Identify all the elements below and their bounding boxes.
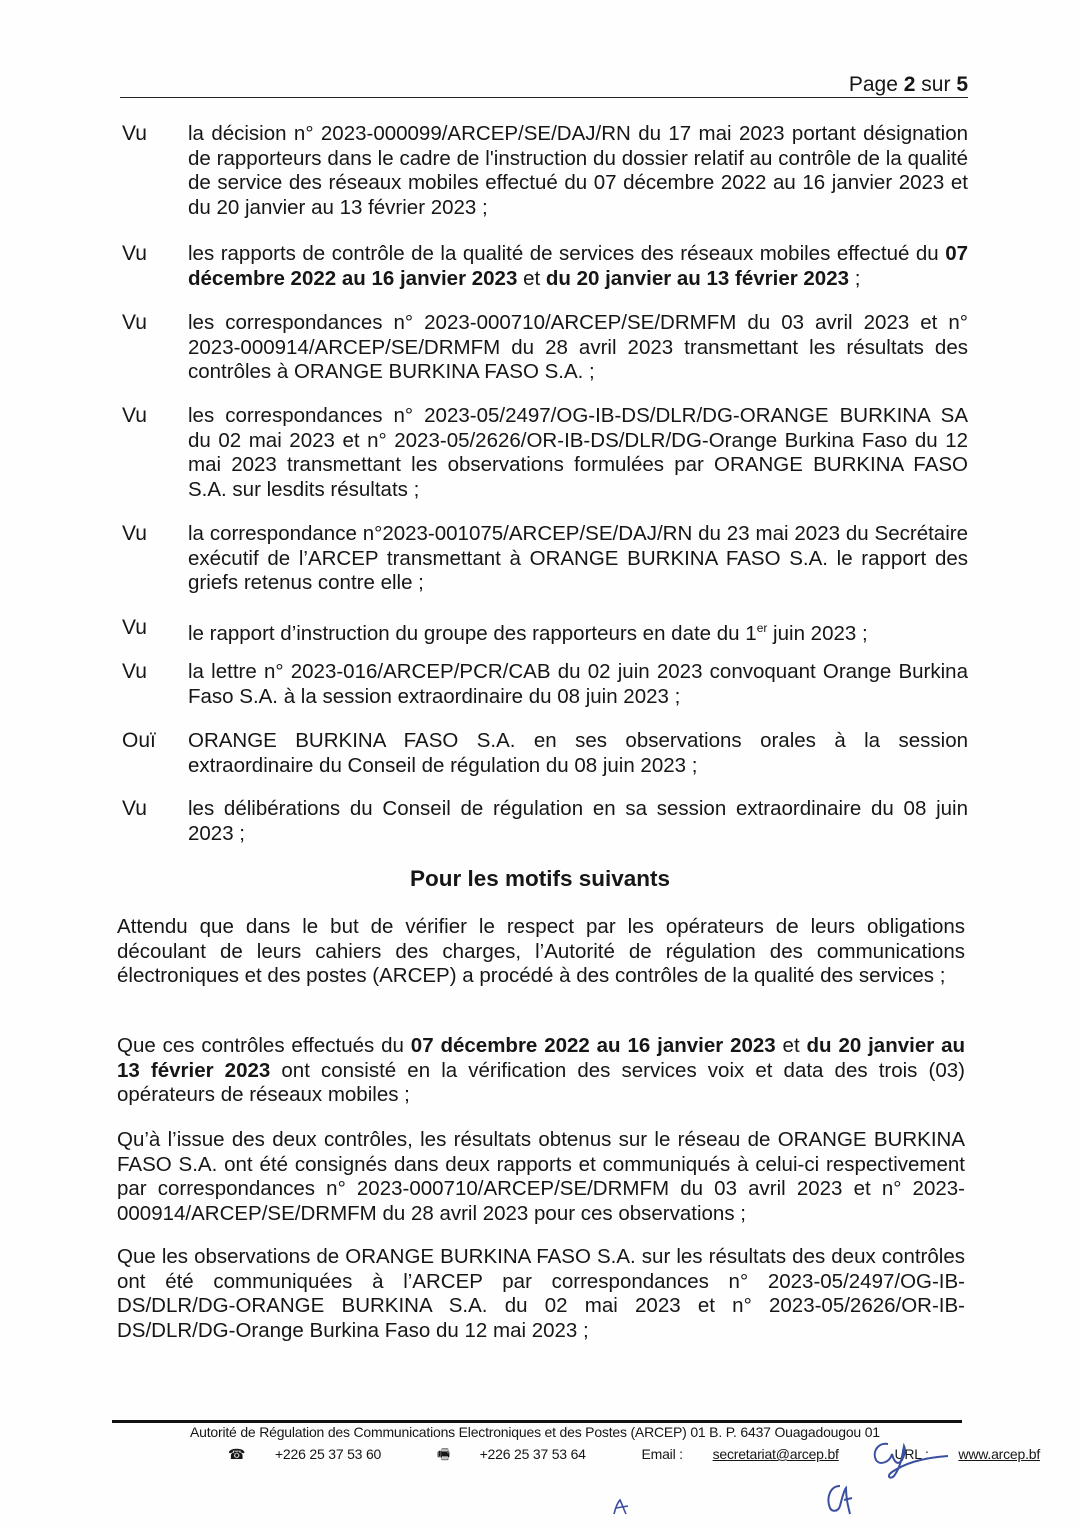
consideration-text: la lettre n° 2023-016/ARCEP/PCR/CAB du 02 juin 2023 convoquant Orange Burkina Faso S.A. à la session extraordinaire du 08 juin 2023 ;	[188, 660, 968, 708]
page-current: 2	[903, 73, 916, 96]
consideration-text: la correspondance n°2023-001075/ARCEP/SE/DAJ/RN du 23 mai 2023 du Secrétaire exécutif de l’ARCEP transmettant à ORANGE BURKINA FASO S.A. le rapport des griefs retenus contre elle ;	[188, 522, 968, 594]
motif-paragraph: Qu’à l’issue des deux contrôles, les résultats obtenus sur le réseau de ORANGE BURKINA FASO S.A. ont été consignés dans deux rapports et communiqués à celui-ci respectivement par correspondances n° 2023-000710/ARCEP/SE/DRMFM du 03 avril 2023 et n° 2023-000914/ARCEP/SE/DRMFM du 28 avril 2023 pour ces observations ;	[117, 1128, 965, 1225]
fax-icon: 🖷	[436, 1446, 450, 1462]
consideration-item	[120, 660, 968, 709]
motif-paragraph: Attendu que dans le but de vérifier le respect par les opérateurs de leurs obligations découlant de leurs cahiers des charges, l’Autorité de régulation des communications électroniques et des postes (ARCEP) a procédé à des contrôles de la qualité des services ;	[117, 915, 965, 987]
consideration-text: ORANGE BURKINA FASO S.A. en ses observations orales à la session extraordinaire du Conseil de régulation du 08 juin 2023 ;	[188, 729, 968, 777]
email-link[interactable]: secretariat@arcep.bf	[712, 1446, 839, 1462]
phone-icon: ☎	[228, 1446, 246, 1462]
consideration-item	[120, 522, 968, 596]
consideration-label: Vu	[122, 660, 147, 683]
footer-rule	[112, 1420, 962, 1423]
url-contact: URL : www.arcep.bf	[894, 1446, 1041, 1462]
page-sep: sur	[921, 73, 951, 96]
consideration-item	[120, 122, 968, 220]
motif-paragraph: Que ces contrôles effectués du 07 décembre 2022 au 16 janvier 2023 et du 20 janvier au 13 février 2023 ont consisté en la vérification des services voix et data des trois (03) opérateurs de réseaux mobiles ;	[117, 1034, 965, 1106]
consideration-label: Ouï	[122, 729, 156, 752]
consideration-text: la décision n° 2023-000099/ARCEP/SE/DAJ/RN du 17 mai 2023 portant désignation de rapporteurs dans le cadre de l'instruction du dossier relatif au contrôle de la qualité de service des réseaux mobiles effectué du 07 décembre 2022 au 16 janvier 2023 et du 20 janvier au 13 février 2023 ;	[188, 122, 968, 219]
consideration-label: Vu	[122, 404, 147, 427]
consideration-label: Vu	[122, 242, 147, 265]
initial-mark-icon	[606, 1496, 636, 1520]
signature-initials-icon	[860, 1432, 960, 1482]
consideration-text: le rapport d’instruction du groupe des rapporteurs en date du 1er juin 2023 ;	[188, 621, 868, 645]
signature-mark-icon	[818, 1480, 868, 1520]
consideration-label: Vu	[122, 616, 147, 639]
consideration-text: les correspondances n° 2023-000710/ARCEP/SE/DRMFM du 03 avril 2023 et n° 2023-000914/ARCEP/SE/DRMFM du 28 avril 2023 transmettant les résultats des contrôles à ORANGE BURKINA FASO S.A. ;	[188, 311, 968, 383]
page-total: 5	[956, 73, 968, 96]
consideration-item	[120, 242, 968, 291]
fax-contact: 🖷 +226 25 37 53 64	[436, 1446, 586, 1462]
consideration-label: Vu	[122, 522, 147, 545]
section-heading: Pour les motifs suivants	[409, 866, 671, 891]
url-link[interactable]: www.arcep.bf	[958, 1446, 1041, 1462]
consideration-item	[120, 616, 968, 646]
page-prefix: Page	[848, 73, 898, 96]
motif-paragraph: Que les observations de ORANGE BURKINA FASO S.A. sur les résultats des deux contrôles ont été communiquées à l’ARCEP par correspondances n° 2023-05/2497/OG-IB-DS/DLR/DG-ORANGE BURKINA S.A. du 02 mai 2023 et n° 2023-05/2626/OR-IB-DS/DLR/DG-Orange Burkina Faso du 12 mai 2023 ;	[117, 1245, 965, 1342]
consideration-label: Vu	[122, 122, 147, 145]
consideration-text: les délibérations du Conseil de régulation en sa session extraordinaire du 08 juin 2023 ;	[188, 797, 968, 845]
consideration-item	[120, 311, 968, 385]
page-number	[849, 73, 968, 97]
consideration-item	[120, 797, 968, 846]
consideration-item	[120, 729, 968, 778]
consideration-label: Vu	[122, 311, 147, 334]
email-contact: Email : secretariat@arcep.bf	[641, 1446, 839, 1462]
consideration-item	[120, 404, 968, 502]
consideration-label: Vu	[122, 797, 147, 820]
consideration-text: les rapports de contrôle de la qualité de services des réseaux mobiles effectué du 07 décembre 2022 au 16 janvier 2023 et du 20 janvier au 13 février 2023 ;	[188, 242, 968, 290]
consideration-text: les correspondances n° 2023-05/2497/OG-IB-DS/DLR/DG-ORANGE BURKINA SA du 02 mai 2023 et n° 2023-05/2626/OR-IB-DS/DLR/DG-Orange Burkina Faso du 12 mai 2023 transmettant les observations formulées par ORANGE BURKINA FASO S.A. sur lesdits résultats ;	[188, 404, 968, 501]
header-rule	[120, 97, 968, 98]
phone-contact: ☎ +226 25 37 53 60	[228, 1446, 382, 1462]
footer-address: Autorité de Régulation des Communications Electroniques et des Postes (ARCEP) 01 B. P. 6437 Ouagadougou 01	[190, 1424, 880, 1440]
